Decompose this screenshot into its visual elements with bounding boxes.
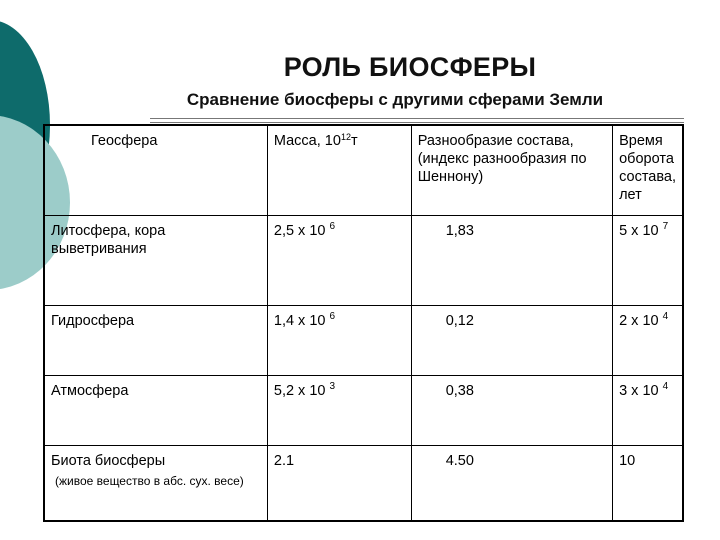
mass-exponent: 3 bbox=[329, 380, 336, 392]
table-header-row bbox=[44, 125, 683, 215]
turnover-value: 2 х 10 bbox=[619, 312, 659, 329]
cell-mass: 2.1 bbox=[267, 445, 411, 521]
divider-line-bottom bbox=[150, 122, 684, 123]
header-geosphere-label: Геосфера bbox=[91, 133, 158, 149]
mass-value: 2,5 х 10 bbox=[273, 222, 326, 239]
header-mass-label: Масса, 10 bbox=[273, 133, 341, 149]
turnover-value: 5 х 10 bbox=[619, 222, 659, 239]
cell-turnover bbox=[613, 375, 683, 445]
divider-line-top bbox=[150, 118, 684, 119]
biosphere-comparison-table bbox=[43, 124, 684, 522]
cell-diversity: 0,38 bbox=[411, 375, 612, 445]
cell-name: Атмосфера bbox=[44, 375, 267, 445]
cell-diversity: 1,83 bbox=[411, 215, 612, 305]
table-row bbox=[44, 305, 683, 375]
cell-name bbox=[44, 445, 267, 521]
cell-name: Гидросфера bbox=[44, 305, 267, 375]
cell-mass bbox=[267, 305, 411, 375]
cell-name: Литосфера, кора выветривания bbox=[44, 215, 267, 305]
table-row bbox=[44, 445, 683, 521]
biota-note: (живое вещество в абс. сух. весе) bbox=[55, 473, 244, 488]
slide-subtitle: Сравнение биосферы с другими сферами Земли bbox=[186, 90, 604, 109]
cell-diversity: 4.50 bbox=[411, 445, 612, 521]
table-row bbox=[44, 215, 683, 305]
turnover-value: 3 х 10 bbox=[619, 382, 659, 399]
cell-turnover bbox=[613, 305, 683, 375]
header-mass bbox=[267, 125, 411, 215]
biota-name: Биота биосферы bbox=[51, 452, 166, 469]
turnover-exponent: 7 bbox=[662, 220, 669, 232]
header-turnover-label: Время оборота состава, лет bbox=[619, 133, 676, 203]
mass-exponent: 6 bbox=[329, 220, 336, 232]
cell-mass bbox=[267, 375, 411, 445]
mass-exponent: 6 bbox=[329, 310, 336, 322]
cell-turnover: 10 bbox=[613, 445, 683, 521]
turnover-exponent: 4 bbox=[662, 380, 669, 392]
header-mass-exponent: 12 bbox=[340, 132, 351, 142]
slide-title: РОЛЬ БИОСФЕРЫ bbox=[283, 52, 537, 82]
cell-turnover bbox=[613, 215, 683, 305]
turnover-exponent: 4 bbox=[662, 310, 669, 322]
mass-value: 5,2 х 10 bbox=[273, 382, 326, 399]
table-row bbox=[44, 375, 683, 445]
header-diversity bbox=[411, 125, 612, 215]
mass-value: 1,4 х 10 bbox=[273, 312, 326, 329]
header-geosphere bbox=[44, 125, 267, 215]
header-mass-unit: т bbox=[350, 133, 358, 149]
header-turnover bbox=[613, 125, 683, 215]
header-diversity-label: Разнообразие состава, (индекс разнообразия по Шеннону) bbox=[417, 133, 587, 185]
cell-diversity: 0,12 bbox=[411, 305, 612, 375]
cell-mass bbox=[267, 215, 411, 305]
